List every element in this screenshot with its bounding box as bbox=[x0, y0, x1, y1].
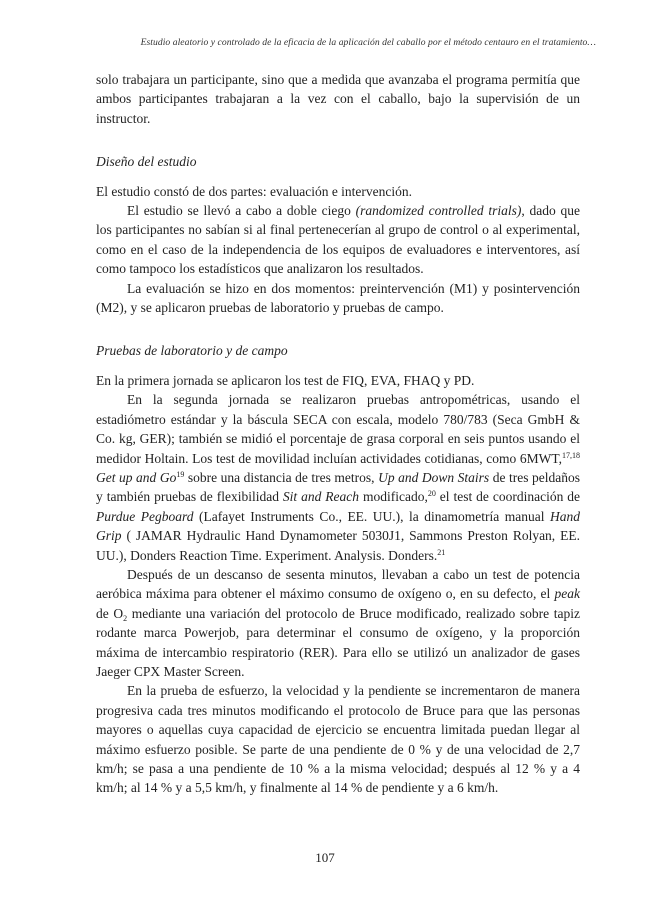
text-run: (Lafayet Instruments Co., EE. UU.), la dinamometría manual bbox=[193, 508, 550, 524]
citation-superscript: 17,18 bbox=[562, 450, 580, 460]
italic-run: Sit and Reach bbox=[282, 489, 360, 505]
text-run: mediante una variación del protocolo de Bruce modificado, realizado sobre tapiz rodante marca Powerjob, para determinar el consumo de oxígeno, y la proporción máxima de intercambio respiratorio (RER). Para ello se utilizó un analizador de gases Jaeger CPX Master Screen. bbox=[96, 605, 580, 679]
citation-superscript: 20 bbox=[427, 489, 436, 499]
citation-superscript: 21 bbox=[437, 547, 446, 557]
paragraph-effort-test: En la prueba de esfuerzo, la velocidad y la pendiente se incrementaron de manera progresiva cada tres minutos modificando el protocolo de Bruce para que las personas mayores o aquellas cuya capacidad de ejercicio se encuentra limitada puedan llegar al máximo esfuerzo posible. Se parte de una pendiente de 0 % y de una velocidad de 2,7 km/h; se pasa a una pendiente de 10 % a la misma velocidad; después al 12 % y a 4 km/h; al 14 % y a 5,5 km/h, y finalmente al 14 % de pendiente y a 6 km/h. bbox=[96, 683, 580, 796]
paragraph-first-day: En la primera jornada se aplicaron los test de FIQ, EVA, FHAQ y PD. bbox=[96, 372, 475, 388]
text-run: Después de un descanso de sesenta minutos, llevaban a cabo un test de potencia aeróbica máxima para obtener el máximo consumo de oxígeno o, en su defecto, el bbox=[96, 566, 580, 602]
text-run: de O bbox=[96, 605, 124, 621]
text-run: modificado, bbox=[359, 489, 428, 505]
text-run: , dado que los participantes no sabían si al final pertenecerían al grupo de control o al experimental, como en el caso de la independencia de los equipos de evaluadores e interventores, así como tampoco los estadísticos que analizaron los resultados. bbox=[96, 203, 580, 277]
text-run: el test de coordinación de bbox=[435, 489, 581, 505]
body-text bbox=[96, 70, 580, 798]
text-run: ( JAMAR Hydraulic Hand Dynamometer 5030J1, Sammons Preston Rolyan, EE. UU.), Donders Reaction Time. Experiment. Analysis. Donders. bbox=[96, 528, 580, 563]
text-run: En la segunda jornada se realizaron pruebas antropométricas, usando el estadiómetro estándar y la báscula SECA con escala, modelo 780/783 (Seca GmbH & Co. kg, GER); también se midió el porcentaje de grasa corporal en seis puntos usando el medidor Holtain. Los test de movilidad incluían actividades cotidianas, como 6MWT, bbox=[96, 392, 580, 466]
page-number: 107 bbox=[315, 850, 335, 865]
italic-run: Purdue Pegboard bbox=[96, 508, 194, 524]
italic-run: Hand Grip bbox=[96, 508, 580, 544]
paragraph-continuation: solo trabajara un participante, sino que a medida que avanzaba el programa permitía que ambos participantes trabajaran a la vez con el caballo, bajo la supervisión de un instructor. bbox=[96, 72, 580, 126]
italic-run: peak bbox=[554, 586, 580, 602]
citation-superscript: 19 bbox=[176, 469, 185, 479]
paragraph-second-day bbox=[96, 390, 580, 565]
section-heading-pruebas: Pruebas de laboratorio y de campo bbox=[96, 343, 288, 359]
text-run: El estudio se llevó a cabo a doble ciego bbox=[127, 203, 356, 219]
text-run: de tres peldaños y también pruebas de flexibilidad bbox=[96, 469, 580, 505]
paragraph-evaluation: La evaluación se hizo en dos momentos: preintervención (M1) y posintervención (M2), y se aplicaron pruebas de laboratorio y pruebas de campo. bbox=[96, 280, 580, 316]
text-run: sobre una distancia de tres metros, bbox=[184, 469, 379, 485]
subscript: 2 bbox=[123, 613, 128, 623]
italic-run: Up and Down Stairs bbox=[378, 469, 490, 485]
paragraph-double-blind bbox=[96, 201, 580, 279]
italic-run: (randomized controlled trials) bbox=[355, 203, 522, 219]
italic-run: Get up and Go bbox=[96, 469, 177, 485]
paragraph-study-parts: El estudio constó de dos partes: evaluación e intervención. bbox=[96, 183, 413, 199]
running-head: Estudio aleatorio y controlado de la eficacia de la aplicación del caballo por el método centauro en el tratamiento… bbox=[140, 37, 596, 48]
section-heading-diseno: Diseño del estudio bbox=[96, 154, 197, 170]
paragraph-aerobic-test bbox=[96, 565, 580, 681]
